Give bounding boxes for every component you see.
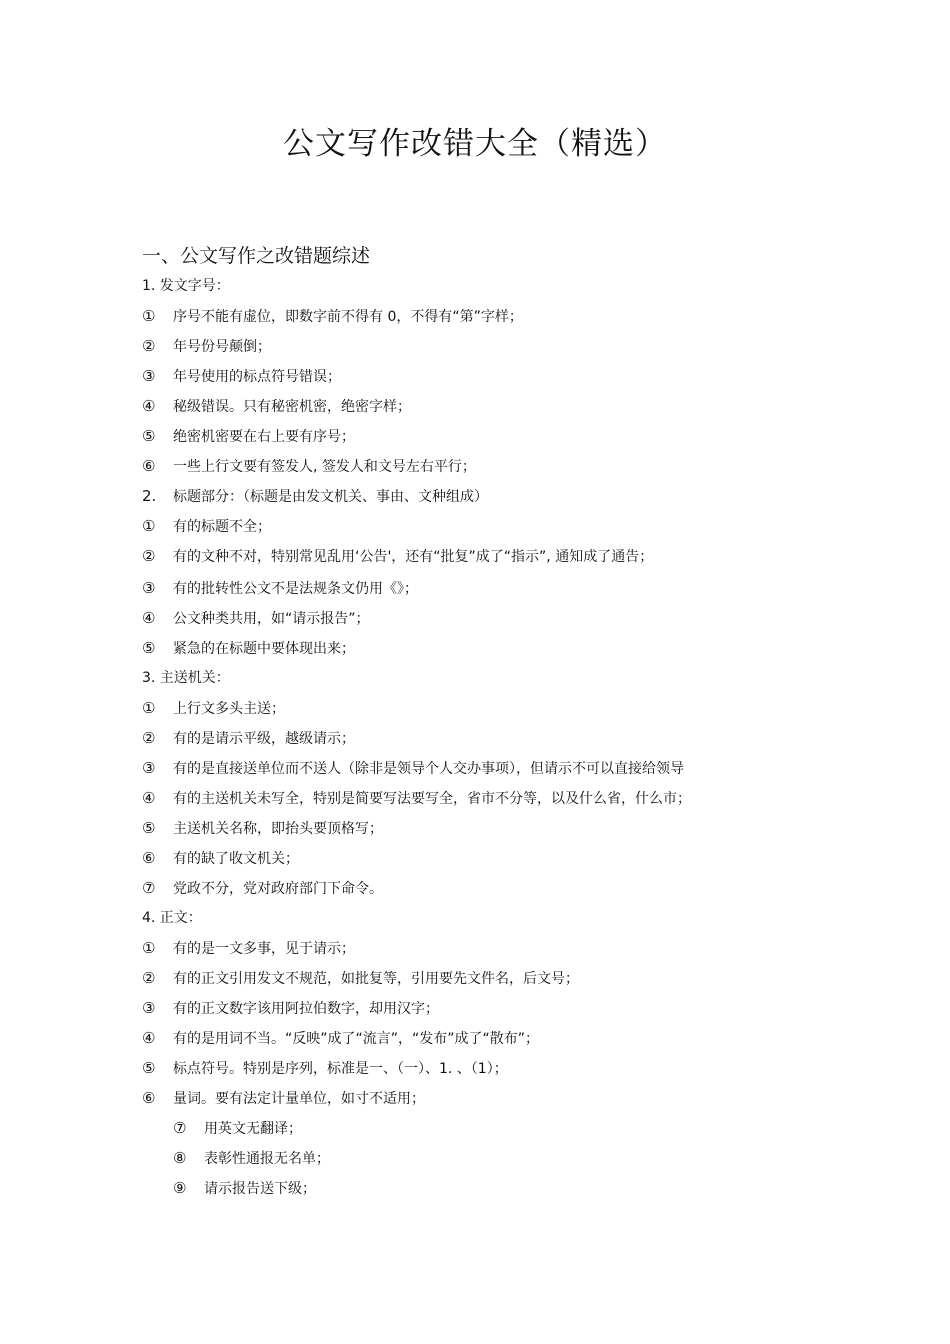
list-item-text: 有的正文数字该用阿拉伯数字，却用汉字；	[173, 1001, 439, 1017]
list-item	[142, 993, 439, 1023]
list-item-text: 标题部分：（标题是由发文机关、事由、文种组成）	[173, 489, 488, 505]
list-marker: ⑦	[173, 1119, 187, 1137]
list-marker: ⑤	[142, 1059, 156, 1077]
list-item	[142, 843, 299, 873]
list-item-text: 有的文种不对，特别常见乱用‘公告'，还有“批复”成了“指示”, 通知成了通告；	[173, 549, 654, 565]
list-item-text: 有的正文引用发文不规范，如批复等，引用要先文件名，后文号；	[173, 971, 579, 987]
list-item	[142, 511, 271, 541]
list-item-text: 有的是直接送单位而不送人（除非是领导个人交办事项），但请示不可以直接给领导	[173, 761, 684, 777]
list-item	[142, 753, 684, 783]
list-marker: ①	[142, 699, 156, 717]
list-item-text: 党政不分，党对政府部门下命令。	[173, 881, 383, 897]
list-item	[142, 481, 488, 511]
list-marker: ⑥	[142, 1089, 156, 1107]
list-item-text: 上行文多头主送；	[173, 701, 285, 717]
list-marker: ⑧	[173, 1149, 187, 1167]
list-marker: ②	[142, 547, 156, 565]
list-item	[142, 663, 230, 693]
list-item-text: 4. 正文：	[142, 910, 202, 926]
list-item-text: 绝密机密要在右上要有序号；	[173, 429, 355, 445]
list-marker: ④	[142, 397, 156, 415]
list-marker: ①	[142, 939, 156, 957]
list-item-text: 有的是用词不当。“反映”成了“流言”，“发布”成了“散布”；	[173, 1031, 540, 1047]
list-marker: ③	[142, 759, 156, 777]
list-item-text: 有的标题不全；	[173, 519, 271, 535]
list-marker: ③	[142, 579, 156, 597]
section-heading: 一、公文写作之改错题综述	[142, 245, 371, 267]
list-marker: ③	[142, 367, 156, 385]
list-item	[142, 1053, 508, 1083]
list-item	[142, 603, 370, 633]
list-marker: ④	[142, 1029, 156, 1047]
list-marker: ⑤	[142, 819, 156, 837]
list-marker: ②	[142, 729, 156, 747]
list-item-text: 有的主送机关未写全，特别是简要写法要写全，省市不分等，以及什么省，什么市；	[173, 791, 691, 807]
list-marker: ⑤	[142, 427, 156, 445]
list-item-text: 年号使用的标点符号错误；	[173, 369, 341, 385]
list-marker: ②	[142, 969, 156, 987]
list-marker: 2.	[142, 487, 157, 505]
list-item-text: 有的批转性公文不是法规条文仍用《》；	[173, 581, 418, 597]
list-marker: ②	[142, 337, 156, 355]
list-item	[142, 361, 341, 391]
list-marker: ⑦	[142, 879, 156, 897]
list-item	[173, 1173, 316, 1203]
list-item	[142, 933, 355, 963]
list-item	[142, 1083, 425, 1113]
list-item	[142, 963, 579, 993]
list-item-text: 请示报告送下级；	[204, 1181, 316, 1197]
list-item	[142, 271, 230, 301]
list-item	[142, 783, 691, 813]
list-item	[142, 573, 418, 603]
list-marker: ④	[142, 789, 156, 807]
list-item	[173, 1143, 330, 1173]
list-item	[142, 391, 411, 421]
list-marker: ④	[142, 609, 156, 627]
list-item-text: 3. 主送机关：	[142, 670, 230, 686]
list-item	[142, 421, 355, 451]
list-marker: ⑤	[142, 639, 156, 657]
list-item-text: 主送机关名称，即抬头要顶格写；	[173, 821, 383, 837]
list-item	[142, 873, 383, 903]
list-item-text: 紧急的在标题中要体现出来；	[173, 641, 355, 657]
list-item-text: 秘级错误。只有秘密机密，绝密字样；	[173, 399, 411, 415]
list-marker: ①	[142, 307, 156, 325]
list-item	[142, 903, 202, 933]
list-item	[142, 301, 523, 331]
list-item	[173, 1113, 302, 1143]
list-item-text: 有的缺了收文机关；	[173, 851, 299, 867]
list-item-text: 1. 发文字号：	[142, 278, 230, 294]
list-item-text: 用英文无翻译；	[204, 1121, 302, 1137]
list-item	[142, 693, 285, 723]
list-marker: ③	[142, 999, 156, 1017]
list-item	[142, 541, 653, 571]
list-item	[142, 451, 476, 481]
list-marker: ①	[142, 517, 156, 535]
list-item-text: 表彰性通报无名单；	[204, 1151, 330, 1167]
list-item	[142, 1023, 539, 1053]
list-item-text: 序号不能有虚位，即数字前不得有 0，不得有“第”字样；	[173, 309, 523, 325]
list-marker: ⑨	[173, 1179, 187, 1197]
page-title: 公文写作改错大全（精选）	[283, 126, 667, 162]
list-item	[142, 331, 271, 361]
list-item-text: 公文种类共用，如“请示报告”；	[173, 611, 370, 627]
list-marker: ⑥	[142, 457, 156, 475]
list-item	[142, 813, 383, 843]
list-item-text: 有的是请示平级，越级请示；	[173, 731, 355, 747]
list-item	[142, 723, 355, 753]
list-item-text: 年号份号颠倒；	[173, 339, 271, 355]
list-marker: ⑥	[142, 849, 156, 867]
list-item-text: 有的是一文多事，见于请示；	[173, 941, 355, 957]
list-item	[142, 633, 355, 663]
list-item-text: 标点符号。特别是序列，标准是一、（一）、1. 、（1）；	[173, 1061, 508, 1077]
list-item-text: 一些上行文要有签发人, 签发人和文号左右平行；	[173, 459, 476, 475]
list-item-text: 量词。要有法定计量单位，如寸不适用；	[173, 1091, 425, 1107]
